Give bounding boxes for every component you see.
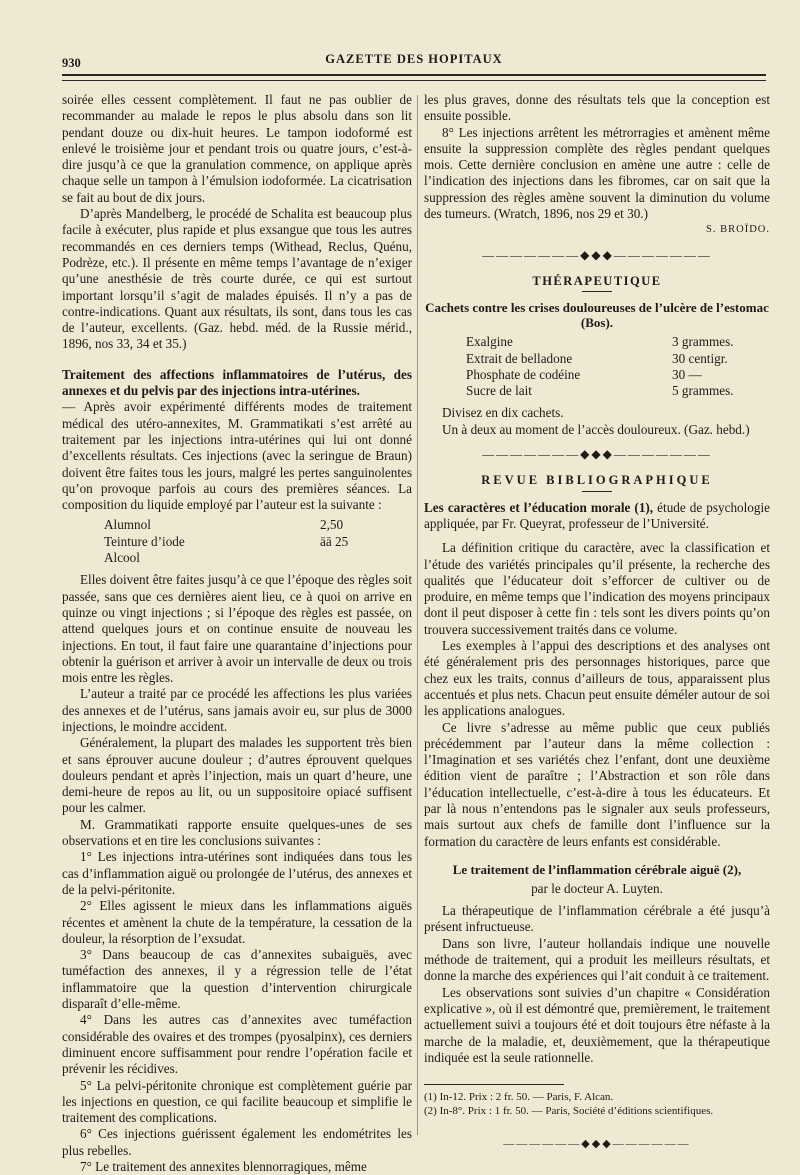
paragraph: — Après avoir expérimenté différents modes de traitement médical des utéro-annexites, M. Grammatikati s’est arrêté au traitement par les injections intra-utérines qui lui ont donné d’excellents résultats. Ces injections (avec la seringue de Braun) doivent être faites tous les jours, malgré les pertes sanguinolentes qu’on provoque parfois au cours des premières séances. La composition du liquide employé par l’auteur est la suivante : — [62, 399, 412, 513]
recipe-quantity: 5 grammes. — [672, 383, 734, 399]
conclusion-item: 4° Dans les autres cas d’annexites avec tuméfaction considérable des ovaires et des trompes (pyosalpinx), ces derniers diminuent encore suffisamment pour rendre l’opération facile et prévenir les récidives. — [62, 1012, 412, 1077]
book-subtitle: étude de psychologie appliquée, par Fr. Queyrat, professeur de l’Université. — [424, 499, 771, 531]
paragraph: Généralement, la plupart des malades les supportent très bien et sans éprouver aucune douleur ; d’autres éprouvent quelques douleurs pendant et après l’injection, mais un quart d’heure, une demi-heure de repos au lit, ou un suppositoire opiacé suffisent pour les calmer. — [62, 735, 412, 816]
header-rule — [62, 74, 766, 81]
formula-ingredient: Alumnol — [104, 517, 151, 533]
recipe — [424, 334, 770, 399]
recipe-row — [424, 334, 770, 350]
book-author: par le docteur A. Luyten. — [531, 880, 663, 896]
paragraph: La thérapeutique de l’inflammation cérébrale a été jusqu’à présent infructueuse. — [424, 903, 770, 935]
recipe-title: Cachets contre les crises douloureuses de l’ulcère de l’estomac (Bos). — [425, 300, 769, 331]
formula-brace-label: āā — [320, 533, 332, 549]
book-title: Les caractères et l’éducation morale (1), — [424, 499, 654, 515]
recipe-quantity: 30 centigr. — [672, 350, 728, 366]
page-header — [62, 52, 766, 74]
recipe-ingredient: Exalgine — [466, 334, 513, 350]
running-title: GAZETTE DES HOPITAUX — [325, 52, 503, 66]
conclusion-item: 6° Ces injections guérissent également les endométrites les plus rebelles. — [62, 1126, 412, 1158]
recipe-instruction: Un à deux au moment de l’accès douloureux. (Gaz. hebd.) — [442, 421, 750, 437]
signature: S. BROÏDO. — [706, 224, 770, 236]
paragraph: D’après Mandelberg, le procédé de Schalita est beaucoup plus facile à exécuter, plus rapide et plus exsangue que tous les autres recommandés en ces derniers temps (Withead, Reclus, Quénu, Podrèze, etc.). Il présente en même temps l’avantage de n’exiger qu’une anesthésie de très courte durée, ce qui est surtout important lorsqu’il s’agit de malades épuisés. Il n’y a pas de contre-indications. Quant aux résultats, ils sont, dans tous les cas de l’auteur, excellents. (Gaz. hebd. méd. de la Russie mérid., 1896, nos 33, 34 et 35.) — [62, 206, 412, 352]
conclusion-item: 2° Elles agissent le mieux dans les inflammations aiguës récentes et amènent la chute de la température, la cessation de la douleur, la résorption de l’exsudat. — [62, 898, 412, 946]
conclusion-item: 8° Les injections arrêtent les métrorragies et amènent même ensuite la suppression complète des règles pendant quelques mois. Cette dernière conclusion en amène une autre : celle de l’indication des injections dans les fibromes, car on sait que la suppression des règles amène souvent la diminution du volume des tumeurs. (Wratch, 1896, nos 29 et 30.) — [424, 124, 770, 222]
conclusion-item: 3° Dans beaucoup de cas d’annexites subaiguës, avec tuméfaction des annexes, il y a régression telle de l’état inflammatoire que la question d’intervention chirurgicale disparaît d’elle-même. — [62, 947, 412, 1012]
conclusion-item: 7° Le traitement des annexites blennorragiques, même — [80, 1159, 367, 1174]
recipe-quantity: 30 — — [672, 366, 702, 382]
paragraph: Les exemples à l’appui des descriptions et des analyses ont été généralement pris des personnages historiques, parce que chez eux les traits, connus d’ailleurs de tous, apparaissent plus accentués et plus nets. Chacun peut ensuite déméler autour de soi les applications analogues. — [424, 638, 770, 719]
formula-quantity: 2,50 — [320, 517, 344, 533]
book-entry-1 — [424, 500, 770, 533]
column-divider — [417, 95, 418, 1135]
ornament-separator: ———————◆◆◆——————— — [482, 447, 712, 462]
formula-quantity — [320, 550, 378, 566]
paragraph: La définition critique du caractère, avec la classification et l’étude des variétés principales qu’il présente, la recherche des qualités que l’éducateur doit s’efforcer de cultiver ou de produire, en même temps que l’indication des moyens principaux dont il peut disposer à cette fin : tels sont les divers points qu’on trouvera successivement traités dans ce volume. — [424, 540, 770, 637]
article-title: Traitement des affections inflammatoires de l’utérus, des annexes et du pelvis par des injections intra-utérines. — [62, 366, 412, 399]
paragraph: L’auteur a traité par ce procédé les affections les plus variées des annexes et de l’utérus, sans jamais avoir eu, sur plus de 3000 injections, le moindre accident. — [62, 686, 412, 734]
paragraph: M. Grammatikati rapporte ensuite quelques-unes de ses observations et en tire les conclusions suivantes : — [62, 816, 412, 849]
conclusion-item: 1° Les injections intra-utérines sont indiquées dans tous les cas d’inflammation aiguë ou prolongée de l’utérus, des annexes et de la pelvi-péritonite. — [62, 849, 412, 897]
recipe-row — [424, 367, 770, 383]
section-heading-therapeutique: THÉRAPEUTIQUE — [532, 273, 662, 288]
paragraph: les plus graves, donne des résultats tels que la conception est ensuite possible. — [424, 92, 770, 124]
ornament-separator: ———————◆◆◆——————— — [482, 247, 712, 262]
formula-ingredient: Teinture d’iode — [104, 533, 185, 549]
ornament-separator: ——————◆◆◆—————— — [503, 1138, 691, 1151]
injection-formula — [62, 517, 412, 566]
recipe-ingredient: Phosphate de codéine — [466, 366, 581, 382]
paragraph: soirée elles cessent complètement. Il faut ne pas oublier de recommander au malade le repos le plus absolu dans son lit pendant douze ou dix-huit heures. Le tampon iodoformé est enlevé le troisième jour et pendant trois ou quatre jours, c’est-à-dire jusqu’à ce que la granulation commence, on applique après chaque selle un tampon à l’émulsion iodoformée. La cicatrisation se fait au bout de dix jours. — [62, 92, 412, 205]
paragraph: Ce livre s’adresse au même public que ceux publiés précédemment par l’auteur dans la même collection : l’Imagination et ses variétés chez l’enfant, dont une deuxième édition vient de paraître ; l’Abstraction et son rôle dans l’éducation intellectuelle, c’est-à-dire à tous les éducateurs. Et par là nous n’entendons pas le signaler aux seuls professeurs, mais surtout aux chefs de famille dont l’influence sur la formation du caractère de leurs enfants est considérable. — [424, 719, 770, 849]
recipe-quantity: 3 grammes. — [672, 334, 734, 350]
paragraph: Dans son livre, l’auteur hollandais indique une nouvelle méthode de traitement, qui a produit les meilleurs résultats, et donne la marche des expériences qui l’ait conduit à ce traitement. — [424, 935, 770, 984]
page-number: 930 — [62, 56, 81, 70]
conclusion-item: 5° La pelvi-péritonite chronique est complètement guérie par les injections en question, ce qui facilite beaucoup et simplifie le traitement des complications. — [62, 1077, 412, 1126]
formula-row — [62, 517, 412, 533]
paragraph: Elles doivent être faites jusqu’à ce que l’époque des règles soit passée, sans que ces dernières aient lieu, ce à quoi on arrive en quinze ou vingt injections ; si l’époque des règles est passée, on attend quelques jours et on continue ensuite de nouveau les injections. En tout, il faut faire une quarantaine d’injections pour obtenir la guérison et arriver à avoir un intervalle de deux ou trois mois entre les règles. — [62, 572, 412, 686]
recipe-row — [424, 383, 770, 399]
section-heading-revue-bibliographique: REVUE BIBLIOGRAPHIQUE — [481, 473, 713, 488]
short-rule — [582, 491, 612, 492]
formula-row — [62, 534, 412, 550]
recipe-ingredient: Sucre de lait — [466, 383, 532, 399]
recipe-ingredient: Extrait de belladone — [466, 350, 573, 366]
recipe-instruction: Divisez en dix cachets. — [442, 405, 564, 421]
formula-ingredient: Alcool — [104, 550, 140, 566]
footnote-rule — [424, 1084, 564, 1085]
recipe-row — [424, 351, 770, 367]
left-column — [62, 92, 412, 1175]
short-rule — [582, 291, 612, 292]
formula-row — [62, 550, 412, 566]
footnote: (1) In-12. Prix : 2 fr. 50. — Paris, F. Alcan. — [424, 1091, 614, 1104]
footnote: (2) In-8°. Prix : 1 fr. 50. — Paris, Société d’éditions scientifiques. — [424, 1104, 714, 1117]
book-title: Le traitement de l’inflammation cérébrale aiguë (2), — [452, 861, 742, 877]
paragraph: Les observations sont suivies d’un chapitre « Considération explicative », où il est démontré que, premièrement, le traitement actuellement suivi a toujours été et doit toujours être néfaste à la marche de la maladie, et, deuxièmement, que la thérapeutique indiquée est la seule rationnelle. — [424, 984, 770, 1065]
formula-quantity: 25 — [335, 533, 349, 549]
right-column — [424, 92, 770, 1152]
